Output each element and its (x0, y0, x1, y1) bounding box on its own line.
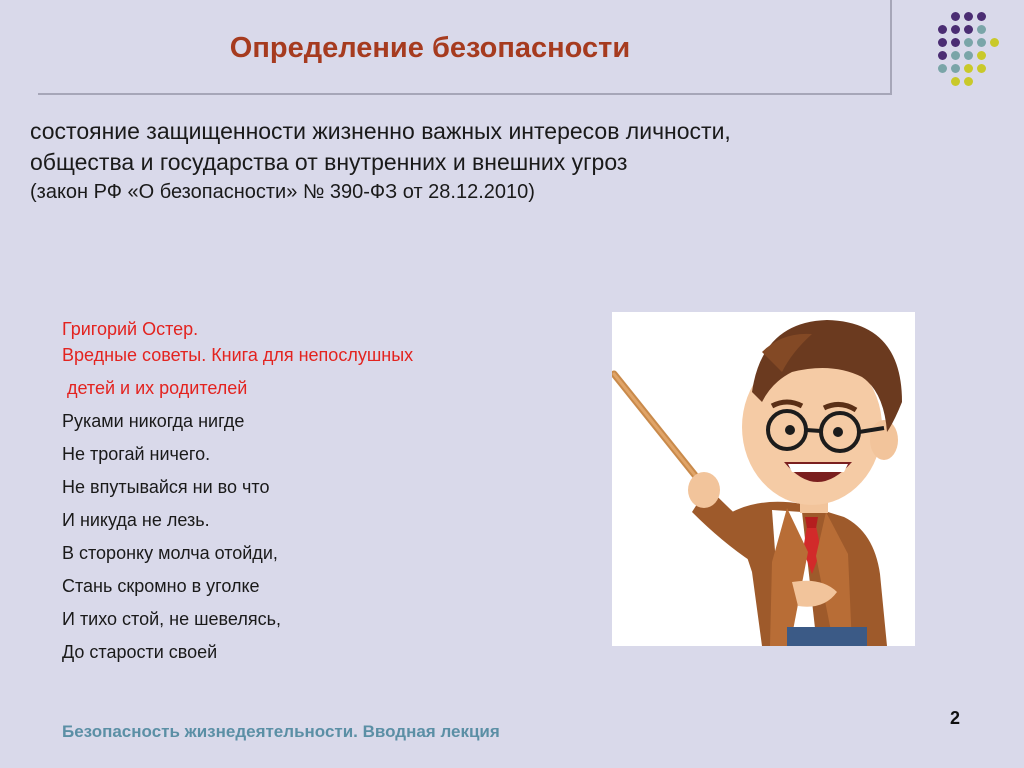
decorative-dot (951, 25, 960, 34)
definition-line-1: состояние защищенности жизненно важных интересов личности, (30, 118, 731, 144)
decorative-dot (951, 51, 960, 60)
poem-line: До старости своей (62, 642, 218, 662)
poem-author: Григорий Остер. (62, 319, 199, 339)
poem-book-title-line-1: Вредные советы. Книга для непослушных (62, 345, 414, 365)
decorative-dot (964, 38, 973, 47)
poem-line: Не трогай ничего. (62, 444, 211, 464)
decorative-dot-grid (938, 12, 1004, 96)
slide-title: Определение безопасности (229, 32, 631, 64)
definition-line-2: общества и государства от внутренних и внешних угроз (30, 149, 628, 175)
slide-footer: Безопасность жизнедеятельности. Вводная лекция (62, 722, 500, 741)
poem-line: В сторонку молча отойди, (62, 543, 278, 563)
title-frame-divider-horizontal (38, 93, 892, 95)
poem-line: Не впутывайся ни во что (62, 477, 270, 497)
decorative-dot (964, 64, 973, 73)
decorative-dot (964, 25, 973, 34)
decorative-dot (964, 12, 973, 21)
poem-line: Стань скромно в уголке (62, 576, 260, 596)
decorative-dot (951, 77, 960, 86)
poem-line: И тихо стой, не шевелясь, (62, 609, 281, 629)
decorative-dot (951, 38, 960, 47)
decorative-dot (990, 38, 999, 47)
page-number: 2 (950, 708, 961, 728)
decorative-dot (977, 25, 986, 34)
decorative-dot (977, 12, 986, 21)
decorative-dot (977, 51, 986, 60)
poem-line: Руками никогда нигде (62, 411, 245, 431)
decorative-dot (964, 51, 973, 60)
definition-text (30, 116, 930, 207)
definition-source: (закон РФ «О безопасности» № 390-ФЗ от 28.12.2010) (30, 181, 535, 203)
decorative-dot (938, 25, 947, 34)
poem-line: И никуда не лезь. (62, 510, 210, 530)
decorative-dot (951, 64, 960, 73)
decorative-dot (977, 38, 986, 47)
poem-book-title-line-2: детей и их родителей (62, 378, 248, 398)
decorative-dot (938, 38, 947, 47)
poem-block (62, 316, 582, 672)
decorative-dot (951, 12, 960, 21)
teacher-with-pointer-icon (612, 312, 915, 646)
title-frame-divider-vertical (890, 0, 892, 95)
teacher-illustration (612, 312, 915, 646)
decorative-dot (977, 64, 986, 73)
decorative-dot (938, 64, 947, 73)
decorative-dot (964, 77, 973, 86)
decorative-dot (938, 51, 947, 60)
